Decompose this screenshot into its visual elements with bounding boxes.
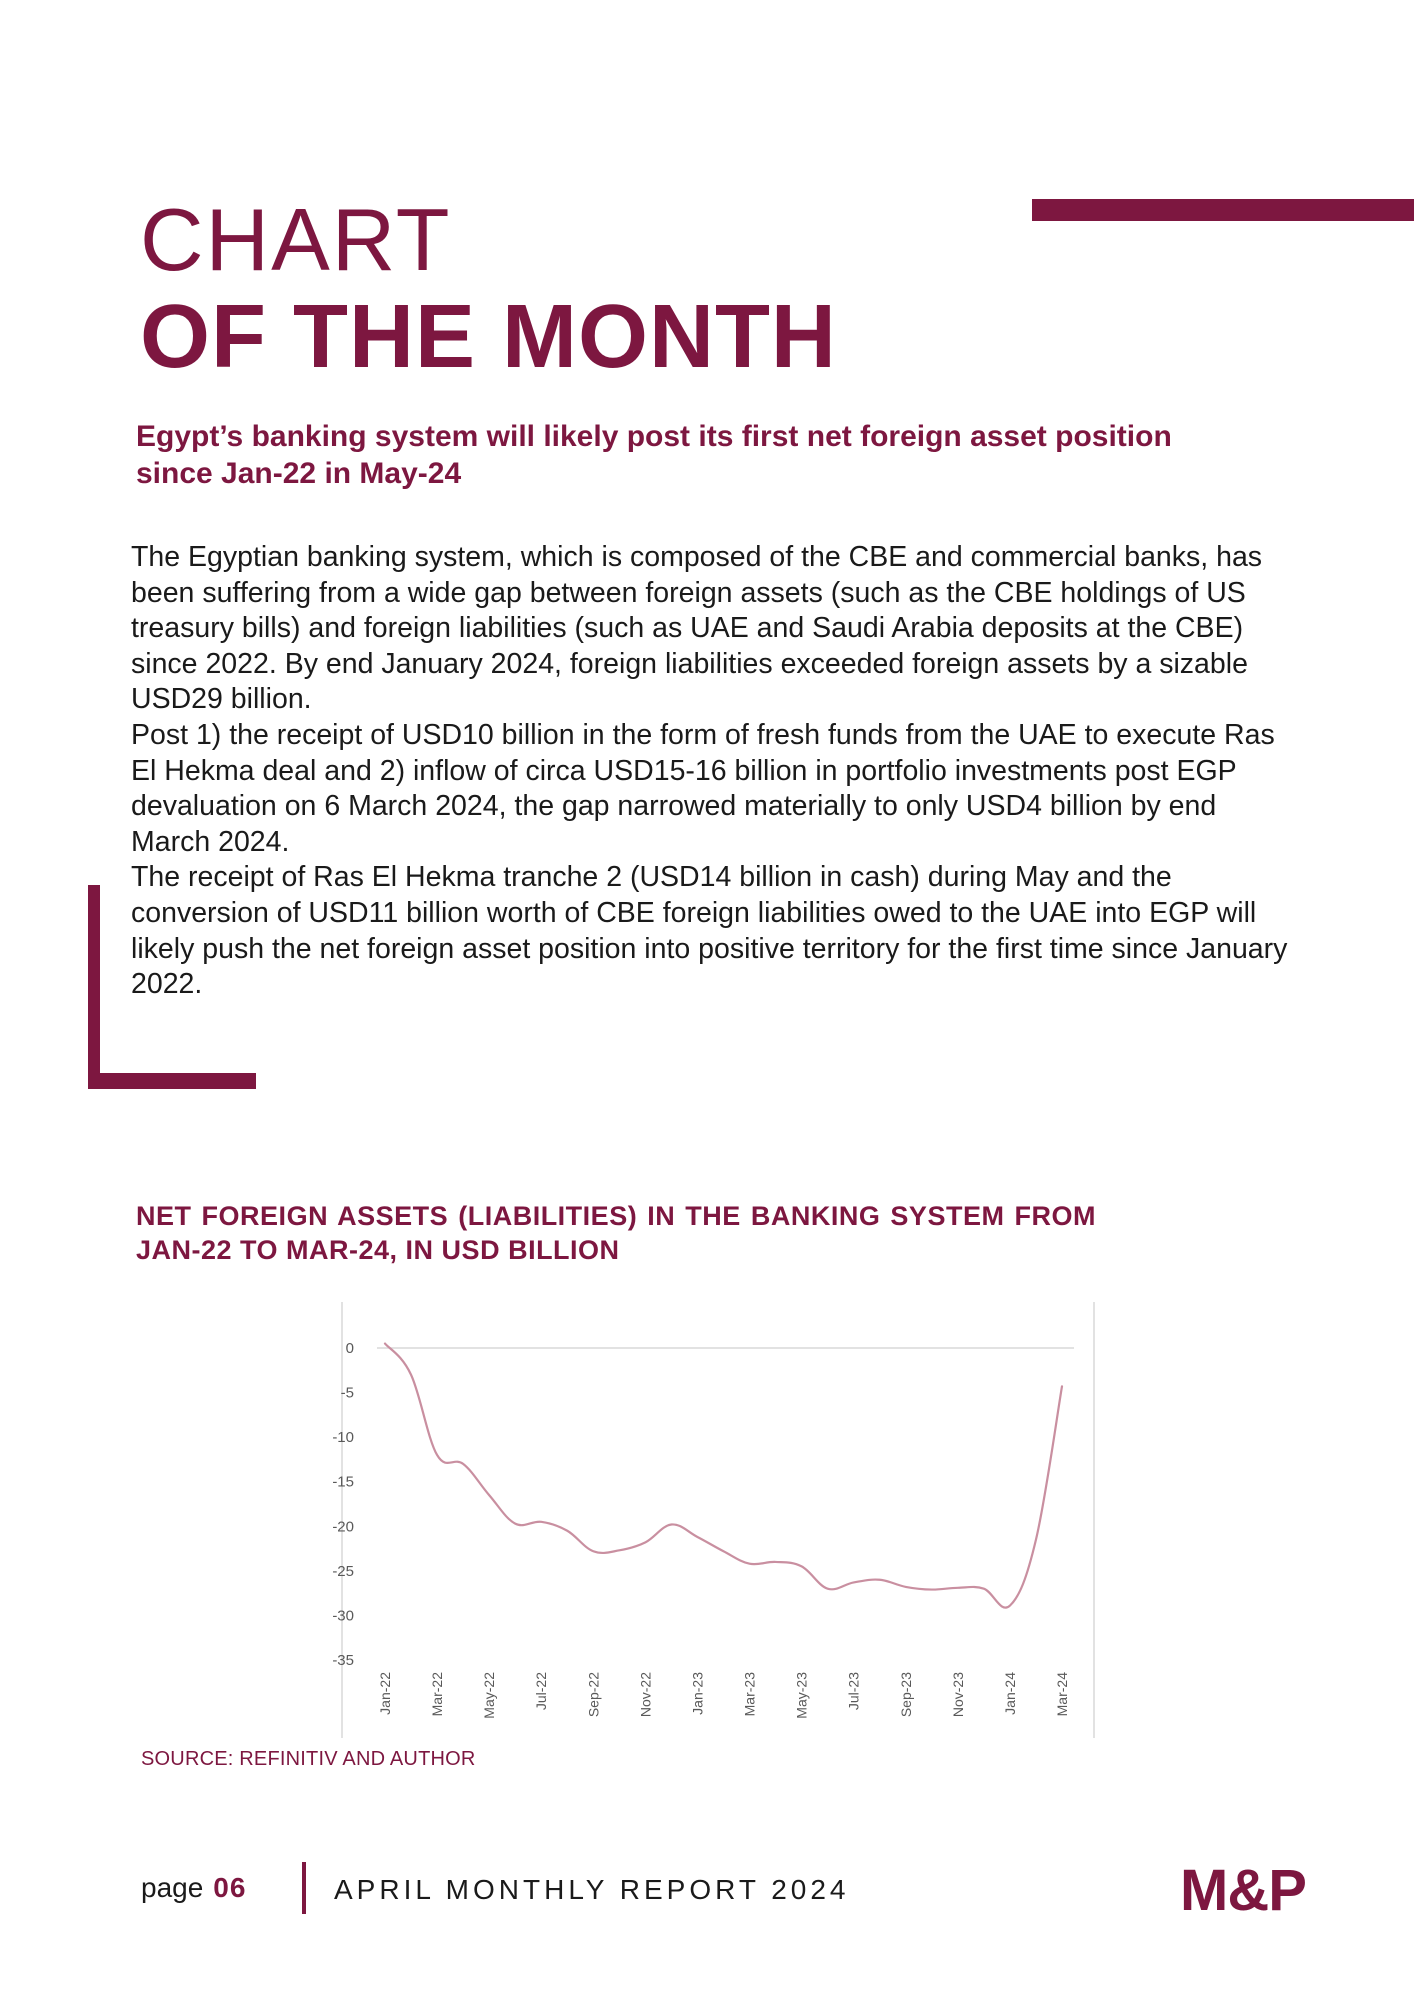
y-tick-label: 0	[345, 1340, 354, 1357]
company-logo: M&P	[1180, 1858, 1306, 1923]
y-tick-label: -35	[332, 1652, 354, 1669]
title-line-2: OF THE MONTH	[140, 287, 837, 387]
y-tick-label: -30	[332, 1607, 354, 1625]
footer-divider	[302, 1862, 306, 1914]
body-paragraph: The receipt of Ras El Hekma tranche 2 (USD14 billion in cash) during May and the conversion of USD11 billion worth of CBE foreign liabilities owed to the UAE into EGP will likely push the net foreign asset position into positive territory for the first time since January 2022.	[131, 861, 1288, 1001]
line-chart	[310, 1300, 1110, 1740]
report-name: APRIL MONTHLY REPORT 2024	[334, 1874, 850, 1905]
x-tick-label: Jan-22	[377, 1672, 393, 1715]
subheading: Egypt’s banking system will likely post its first net foreign asset position since Jan-22 in May-24	[136, 420, 1172, 490]
page-label: page	[141, 1872, 204, 1903]
x-tick-label: Mar-23	[741, 1672, 758, 1717]
x-tick-label: Nov-23	[949, 1672, 966, 1718]
body-paragraph: The Egyptian banking system, which is composed of the CBE and commercial banks, has been suffering from a wide gap between foreign assets (such as the CBE holdings of US treasury bills) and foreign liabilities (such as UAE and Saudi Arabia deposits at the CBE) since 2022. By end January 2024, foreign liabilities exceeded foreign assets by a sizable USD29 billion.	[131, 541, 1263, 716]
bracket-decoration-vertical	[88, 885, 100, 1089]
x-tick-label: Jul-23	[845, 1672, 862, 1711]
series-line	[385, 1344, 1062, 1608]
x-tick-label: Sep-23	[897, 1672, 914, 1718]
body-text	[131, 540, 1291, 1003]
y-tick-label: -10	[332, 1429, 354, 1447]
x-tick-label: Jan-24	[1001, 1672, 1018, 1715]
x-tick-label: May-22	[481, 1672, 498, 1719]
x-tick-label: Mar-22	[429, 1672, 446, 1717]
title-line-1: CHART	[140, 190, 452, 289]
source-note: SOURCE: REFINITIV AND AUTHOR	[141, 1748, 476, 1770]
x-tick-label: Jan-23	[689, 1672, 706, 1715]
page-indicator	[141, 1872, 246, 1904]
y-tick-label: -5	[340, 1384, 354, 1402]
chart-title: NET FOREIGN ASSETS (LIABILITIES) IN THE BANKING SYSTEM FROM JAN-22 TO MAR-24, IN USD BILLION	[136, 1201, 1096, 1265]
body-paragraph: Post 1) the receipt of USD10 billion in the form of fresh funds from the UAE to execute Ras El Hekma deal and 2) inflow of circa USD15-16 billion in portfolio investments post EGP devaluation on 6 March 2024, the gap narrowed materially to only USD4 billion by end March 2024.	[131, 718, 1275, 858]
x-tick-label: May-23	[793, 1672, 810, 1719]
y-tick-label: -15	[332, 1473, 354, 1491]
y-tick-label: -25	[332, 1562, 354, 1580]
y-tick-label: -20	[332, 1518, 354, 1536]
chart-container	[310, 1300, 1110, 1740]
x-tick-label: Mar-24	[1054, 1672, 1070, 1717]
x-tick-label: Sep-22	[585, 1672, 602, 1718]
page-number: 06	[213, 1872, 247, 1903]
x-tick-label: Jul-22	[533, 1672, 550, 1711]
top-accent-bar	[1032, 199, 1414, 221]
bracket-decoration-horizontal	[88, 1073, 256, 1089]
x-tick-label: Nov-22	[637, 1672, 654, 1718]
